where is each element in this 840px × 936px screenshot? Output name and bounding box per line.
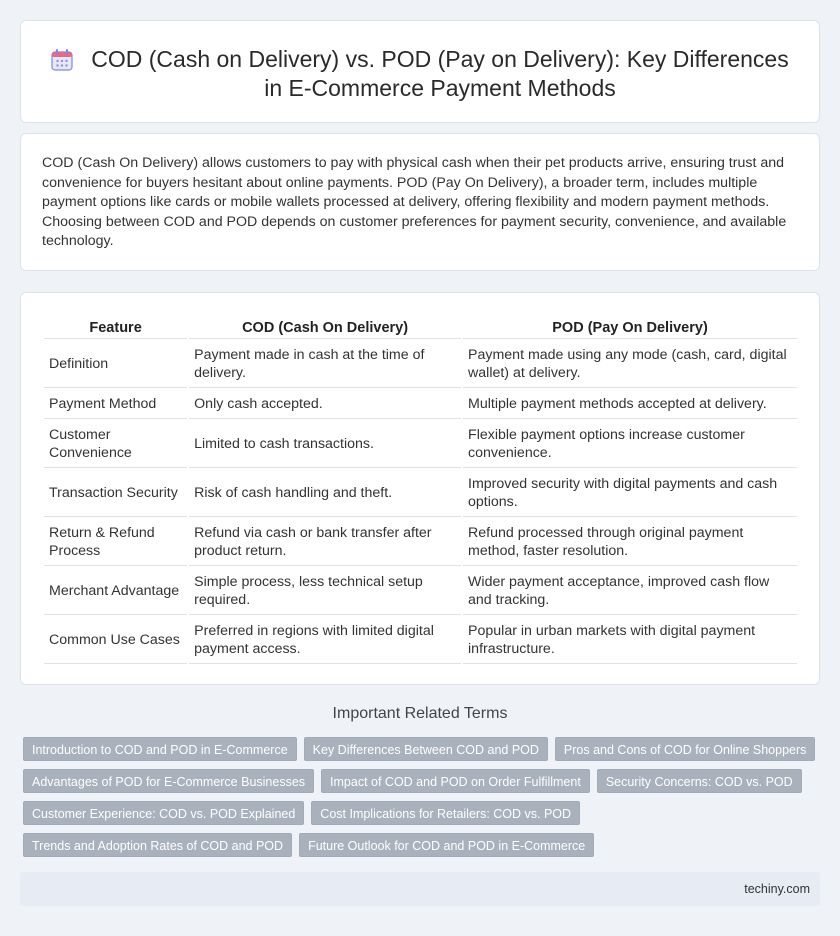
table-cell-pod: Popular in urban markets with digital payment infrastructure. <box>463 617 797 664</box>
table-row <box>44 470 797 517</box>
column-header-cod: COD (Cash On Delivery) <box>189 315 461 339</box>
table-header-row <box>44 315 797 339</box>
page-title: COD (Cash on Delivery) vs. POD (Pay on Delivery): Key Differences in E-Commerce Payment Methods <box>91 46 789 101</box>
table-row <box>44 617 797 664</box>
table-cell-cod: Limited to cash transactions. <box>189 421 461 468</box>
related-terms-heading: Important Related Terms <box>332 705 508 722</box>
comparison-table <box>42 313 799 666</box>
table-cell-feature: Merchant Advantage <box>44 568 187 615</box>
table-cell-pod: Multiple payment methods accepted at delivery. <box>463 390 797 419</box>
table-cell-cod: Simple process, less technical setup required. <box>189 568 461 615</box>
table-row <box>44 341 797 388</box>
related-term-tag[interactable]: Introduction to COD and POD in E-Commerce <box>23 737 297 761</box>
related-term-tag[interactable]: Future Outlook for COD and POD in E-Commerce <box>299 833 594 857</box>
table-cell-feature: Definition <box>44 341 187 388</box>
intro-paragraph: COD (Cash On Delivery) allows customers to pay with physical cash when their pet products arrive, ensuring trust and convenience for buyers hesitant about online payments. POD (Pay On Delivery), a broader term, includes multiple payment options like cards or mobile wallets processed at delivery, offering flexibility and modern payment methods. Choosing between COD and POD depends on customer preferences for payment security, convenience, and available technology. <box>42 155 787 250</box>
related-term-tag[interactable]: Advantages of POD for E-Commerce Businesses <box>23 769 314 793</box>
column-header-feature: Feature <box>44 315 187 339</box>
table-cell-pod: Wider payment acceptance, improved cash flow and tracking. <box>463 568 797 615</box>
column-header-pod: POD (Pay On Delivery) <box>463 315 797 339</box>
table-cell-cod: Payment made in cash at the time of delivery. <box>189 341 461 388</box>
table-cell-feature: Common Use Cases <box>44 617 187 664</box>
related-term-tag[interactable]: Cost Implications for Retailers: COD vs. POD <box>311 801 580 825</box>
comparison-table-card <box>20 292 820 685</box>
related-term-tag[interactable]: Trends and Adoption Rates of COD and POD <box>23 833 292 857</box>
table-cell-cod: Refund via cash or bank transfer after product return. <box>189 519 461 566</box>
related-term-tag[interactable]: Security Concerns: COD vs. POD <box>597 769 802 793</box>
table-cell-pod: Flexible payment options increase customer convenience. <box>463 421 797 468</box>
table-cell-pod: Refund processed through original payment method, faster resolution. <box>463 519 797 566</box>
table-cell-cod: Only cash accepted. <box>189 390 461 419</box>
related-term-tag[interactable]: Impact of COD and POD on Order Fulfillment <box>321 769 590 793</box>
table-cell-feature: Return & Refund Process <box>44 519 187 566</box>
footer-site-link[interactable]: techiny.com <box>744 882 810 896</box>
intro-card <box>20 133 820 271</box>
table-cell-feature: Customer Convenience <box>44 421 187 468</box>
table-cell-pod: Payment made using any mode (cash, card, digital wallet) at delivery. <box>463 341 797 388</box>
table-cell-pod: Improved security with digital payments and cash options. <box>463 470 797 517</box>
footer <box>20 872 820 906</box>
related-term-tag[interactable]: Key Differences Between COD and POD <box>304 737 548 761</box>
table-row <box>44 519 797 566</box>
table-row <box>44 568 797 615</box>
related-terms-list <box>23 737 823 857</box>
related-term-tag[interactable]: Customer Experience: COD vs. POD Explained <box>23 801 304 825</box>
table-cell-cod: Preferred in regions with limited digital payment access. <box>189 617 461 664</box>
table-row <box>44 390 797 419</box>
table-row <box>44 421 797 468</box>
table-cell-cod: Risk of cash handling and theft. <box>189 470 461 517</box>
table-cell-feature: Transaction Security <box>44 470 187 517</box>
related-term-tag[interactable]: Pros and Cons of COD for Online Shoppers <box>555 737 815 761</box>
header-card <box>20 20 820 123</box>
table-cell-feature: Payment Method <box>44 390 187 419</box>
